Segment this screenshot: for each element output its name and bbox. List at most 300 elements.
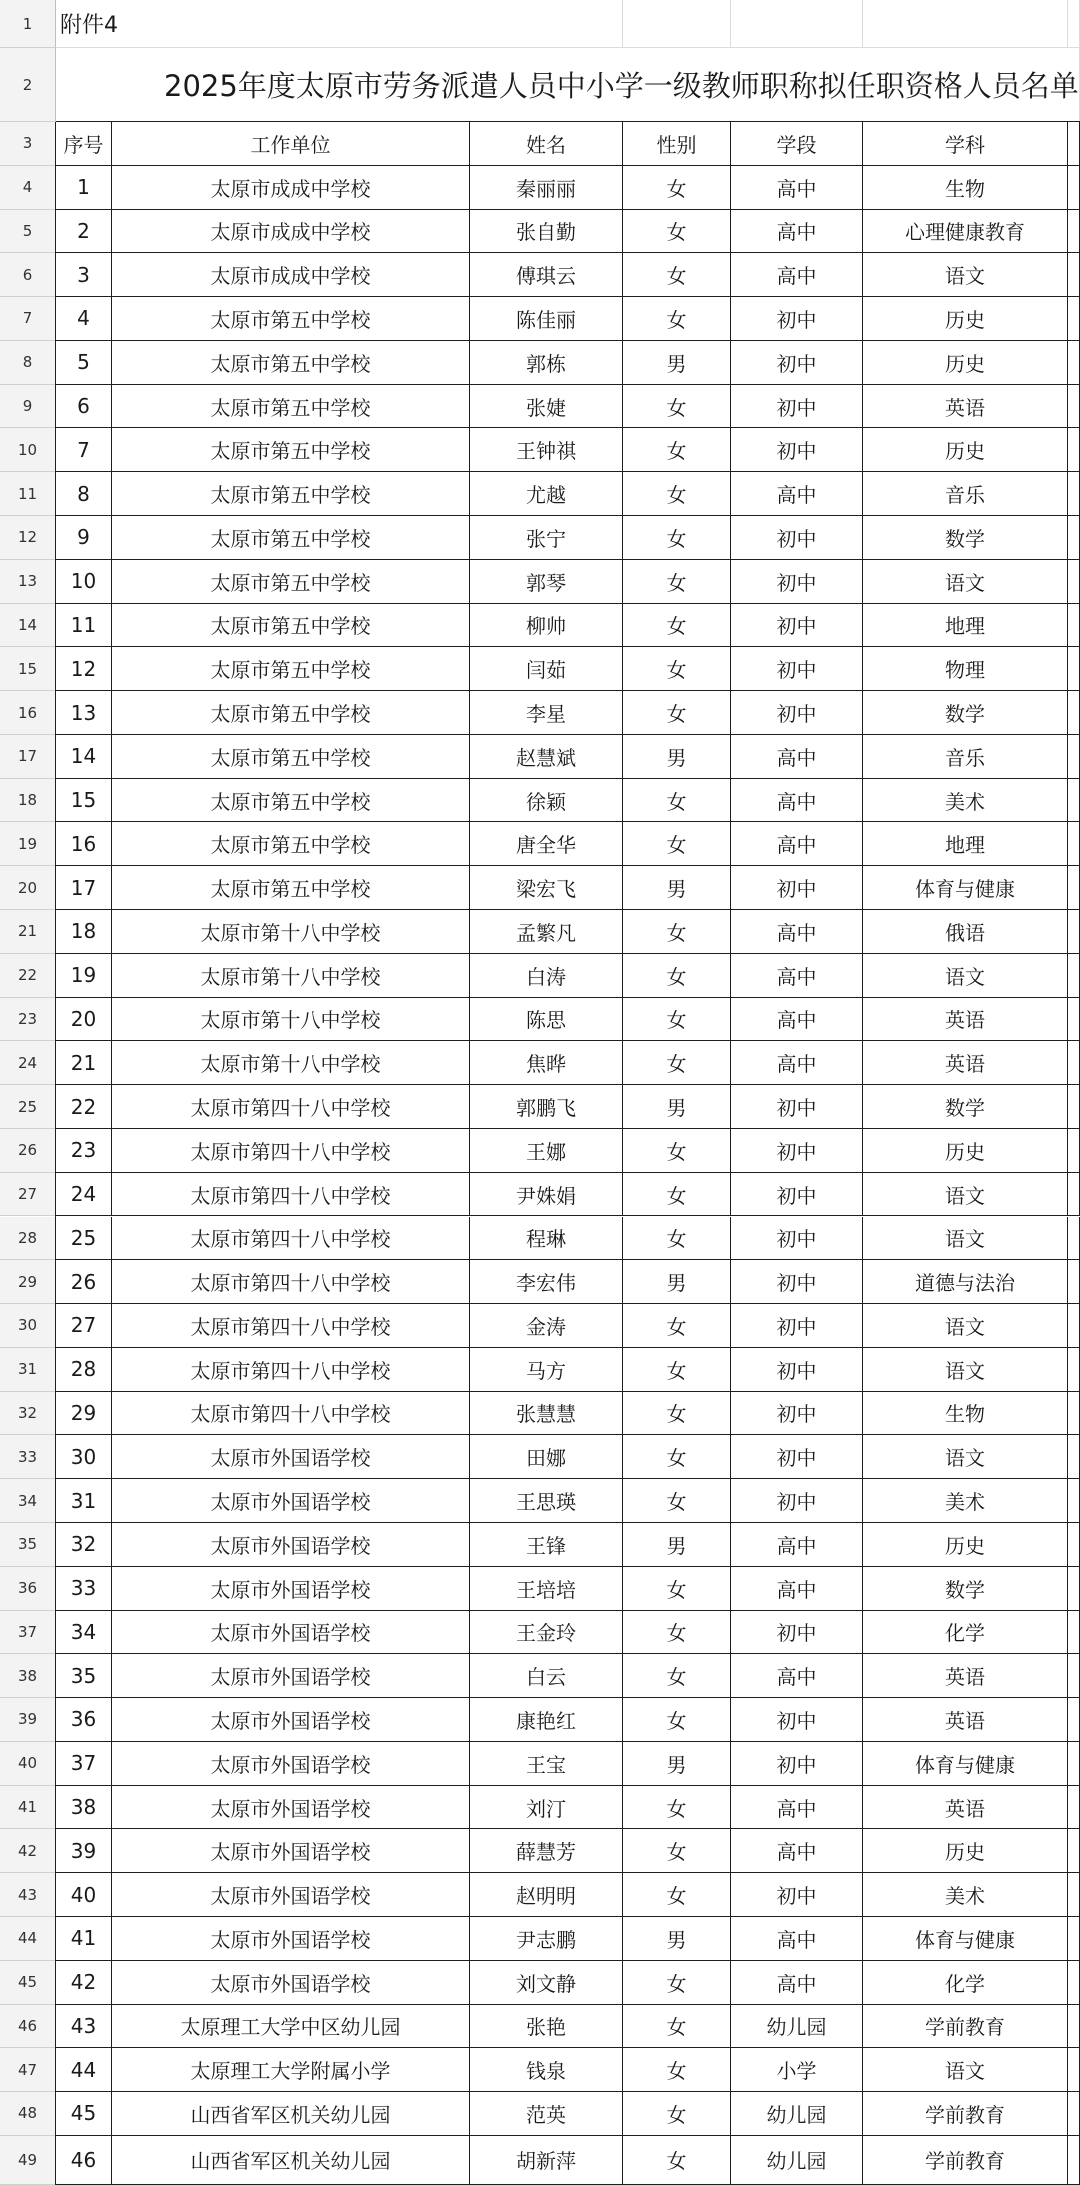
col-gender-cell[interactable]: 女 <box>623 1654 731 1698</box>
col-name-cell[interactable]: 尹姝娟 <box>470 1173 623 1217</box>
col-gender-cell[interactable]: 男 <box>623 735 731 779</box>
col-subject-cell[interactable]: 心理健康教育 <box>863 210 1068 254</box>
col-name-cell[interactable]: 王娜 <box>470 1129 623 1173</box>
col-extra-cell[interactable] <box>1068 2048 1080 2092</box>
col-stage-cell[interactable]: 高中 <box>731 1567 863 1611</box>
col-stage-cell[interactable]: 初中 <box>731 1129 863 1173</box>
col-gender-cell[interactable]: 女 <box>623 998 731 1042</box>
col-extra-cell[interactable] <box>1068 954 1080 998</box>
col-name-cell[interactable]: 闫茹 <box>470 647 623 691</box>
row-number[interactable]: 36 <box>0 1567 56 1611</box>
row-number[interactable]: 28 <box>0 1217 56 1261</box>
row-number[interactable]: 25 <box>0 1085 56 1129</box>
col-unit-cell[interactable]: 太原市第五中学校 <box>112 472 470 516</box>
col-index-cell[interactable]: 27 <box>56 1304 112 1348</box>
col-extra-cell[interactable] <box>1068 297 1080 341</box>
col-name-cell[interactable]: 白涛 <box>470 954 623 998</box>
col-name-cell[interactable]: 王思瑛 <box>470 1479 623 1523</box>
col-name-cell[interactable]: 刘文静 <box>470 1961 623 2005</box>
col-extra-cell[interactable] <box>1068 472 1080 516</box>
col-index-cell[interactable]: 19 <box>56 954 112 998</box>
col-gender-cell[interactable]: 女 <box>623 910 731 954</box>
col-extra-cell[interactable] <box>1068 2005 1080 2049</box>
col-name-cell[interactable]: 张慧慧 <box>470 1392 623 1436</box>
row-number[interactable]: 41 <box>0 1786 56 1830</box>
col-index-cell[interactable]: 5 <box>56 341 112 385</box>
col-subject-cell[interactable]: 语文 <box>863 1435 1068 1479</box>
row-number[interactable]: 15 <box>0 647 56 691</box>
col-unit-cell[interactable]: 太原市第五中学校 <box>112 428 470 472</box>
col-gender-cell[interactable]: 女 <box>623 1479 731 1523</box>
col-name-cell[interactable]: 郭鹏飞 <box>470 1085 623 1129</box>
col-extra-cell[interactable] <box>1068 1041 1080 1085</box>
col-unit-cell[interactable]: 太原市外国语学校 <box>112 1435 470 1479</box>
row-number[interactable]: 31 <box>0 1348 56 1392</box>
col-extra-cell[interactable] <box>1068 210 1080 254</box>
col-gender-cell[interactable]: 女 <box>623 560 731 604</box>
col-extra-cell[interactable] <box>1068 1392 1080 1436</box>
col-unit-cell[interactable]: 太原市第十八中学校 <box>112 954 470 998</box>
col-extra-cell[interactable] <box>1068 1829 1080 1873</box>
col-subject-cell[interactable]: 英语 <box>863 998 1068 1042</box>
col-name-cell[interactable]: 孟繁凡 <box>470 910 623 954</box>
col-gender-cell[interactable]: 女 <box>623 1217 731 1261</box>
col-name-cell[interactable]: 白云 <box>470 1654 623 1698</box>
col-stage-cell[interactable]: 初中 <box>731 1173 863 1217</box>
col-extra-cell[interactable] <box>1068 428 1080 472</box>
col-name-cell[interactable]: 秦丽丽 <box>470 166 623 210</box>
col-extra-cell[interactable] <box>1068 560 1080 604</box>
col-subject-cell[interactable]: 历史 <box>863 1523 1068 1567</box>
col-gender-cell[interactable]: 女 <box>623 1304 731 1348</box>
col-subject-cell[interactable]: 英语 <box>863 1654 1068 1698</box>
col-name-cell[interactable]: 郭琴 <box>470 560 623 604</box>
col-gender-cell[interactable]: 女 <box>623 472 731 516</box>
col-subject-cell[interactable]: 学前教育 <box>863 2136 1068 2185</box>
col-index-cell[interactable]: 3 <box>56 253 112 297</box>
col-stage-cell[interactable]: 初中 <box>731 297 863 341</box>
col-index-cell[interactable]: 36 <box>56 1698 112 1742</box>
col-name-cell[interactable]: 尹志鹏 <box>470 1917 623 1961</box>
col-gender-cell[interactable]: 女 <box>623 166 731 210</box>
col-extra-cell[interactable] <box>1068 1129 1080 1173</box>
col-stage-cell[interactable]: 初中 <box>731 1260 863 1304</box>
col-index-cell[interactable]: 31 <box>56 1479 112 1523</box>
col-unit-cell[interactable]: 太原市第四十八中学校 <box>112 1129 470 1173</box>
row-number[interactable]: 11 <box>0 472 56 516</box>
col-subject-cell[interactable]: 历史 <box>863 428 1068 472</box>
col-name-cell[interactable]: 郭栋 <box>470 341 623 385</box>
col-unit-cell[interactable]: 太原市外国语学校 <box>112 1873 470 1917</box>
empty-cell[interactable] <box>1068 0 1080 48</box>
col-extra-cell[interactable] <box>1068 1304 1080 1348</box>
row-number[interactable]: 23 <box>0 998 56 1042</box>
col-stage-cell[interactable]: 幼儿园 <box>731 2092 863 2136</box>
col-name-cell[interactable]: 李宏伟 <box>470 1260 623 1304</box>
col-index-cell[interactable]: 1 <box>56 166 112 210</box>
col-index-cell[interactable]: 38 <box>56 1786 112 1830</box>
col-subject-cell[interactable]: 地理 <box>863 604 1068 648</box>
col-index-cell[interactable]: 15 <box>56 779 112 823</box>
col-unit-cell[interactable]: 太原市第十八中学校 <box>112 1041 470 1085</box>
col-extra-cell[interactable] <box>1068 516 1080 560</box>
col-subject-cell[interactable]: 历史 <box>863 297 1068 341</box>
header-col-unit[interactable]: 工作单位 <box>112 122 470 166</box>
col-unit-cell[interactable]: 太原市外国语学校 <box>112 1479 470 1523</box>
col-extra-cell[interactable] <box>1068 1611 1080 1655</box>
col-extra-cell[interactable] <box>1068 1567 1080 1611</box>
col-subject-cell[interactable]: 地理 <box>863 822 1068 866</box>
col-subject-cell[interactable]: 历史 <box>863 1129 1068 1173</box>
col-gender-cell[interactable]: 女 <box>623 253 731 297</box>
col-subject-cell[interactable]: 美术 <box>863 1479 1068 1523</box>
col-stage-cell[interactable]: 初中 <box>731 516 863 560</box>
col-subject-cell[interactable]: 语文 <box>863 2048 1068 2092</box>
col-name-cell[interactable]: 王宝 <box>470 1742 623 1786</box>
col-extra-cell[interactable] <box>1068 866 1080 910</box>
col-unit-cell[interactable]: 太原市成成中学校 <box>112 210 470 254</box>
row-number[interactable]: 4 <box>0 166 56 210</box>
col-unit-cell[interactable]: 太原市成成中学校 <box>112 253 470 297</box>
col-subject-cell[interactable]: 数学 <box>863 1085 1068 1129</box>
col-extra-cell[interactable] <box>1068 1873 1080 1917</box>
row-number[interactable]: 7 <box>0 297 56 341</box>
col-name-cell[interactable]: 唐全华 <box>470 822 623 866</box>
col-stage-cell[interactable]: 初中 <box>731 428 863 472</box>
col-subject-cell[interactable]: 学前教育 <box>863 2005 1068 2049</box>
col-name-cell[interactable]: 程琳 <box>470 1217 623 1261</box>
col-index-cell[interactable]: 6 <box>56 385 112 429</box>
col-gender-cell[interactable]: 女 <box>623 297 731 341</box>
col-unit-cell[interactable]: 太原市第四十八中学校 <box>112 1348 470 1392</box>
header-col-subject[interactable]: 学科 <box>863 122 1068 166</box>
col-extra-cell[interactable] <box>1068 1173 1080 1217</box>
col-index-cell[interactable]: 22 <box>56 1085 112 1129</box>
col-gender-cell[interactable]: 女 <box>623 1435 731 1479</box>
col-gender-cell[interactable]: 男 <box>623 1523 731 1567</box>
col-stage-cell[interactable]: 高中 <box>731 822 863 866</box>
col-gender-cell[interactable]: 女 <box>623 604 731 648</box>
col-unit-cell[interactable]: 太原市第五中学校 <box>112 516 470 560</box>
row-number[interactable]: 38 <box>0 1654 56 1698</box>
col-subject-cell[interactable]: 语文 <box>863 1173 1068 1217</box>
col-extra-cell[interactable] <box>1068 1523 1080 1567</box>
row-number[interactable]: 16 <box>0 691 56 735</box>
row-number[interactable]: 40 <box>0 1742 56 1786</box>
row-number[interactable]: 13 <box>0 560 56 604</box>
col-unit-cell[interactable]: 太原市外国语学校 <box>112 1786 470 1830</box>
col-extra-cell[interactable] <box>1068 253 1080 297</box>
col-extra-cell[interactable] <box>1068 341 1080 385</box>
col-name-cell[interactable]: 赵明明 <box>470 1873 623 1917</box>
col-subject-cell[interactable]: 语文 <box>863 1304 1068 1348</box>
col-extra-cell[interactable] <box>1068 910 1080 954</box>
col-name-cell[interactable]: 范英 <box>470 2092 623 2136</box>
row-number[interactable]: 19 <box>0 822 56 866</box>
row-number[interactable]: 17 <box>0 735 56 779</box>
row-number[interactable]: 6 <box>0 253 56 297</box>
col-name-cell[interactable]: 康艳红 <box>470 1698 623 1742</box>
col-gender-cell[interactable]: 女 <box>623 1129 731 1173</box>
col-name-cell[interactable]: 尤越 <box>470 472 623 516</box>
col-unit-cell[interactable]: 太原市外国语学校 <box>112 1742 470 1786</box>
col-gender-cell[interactable]: 女 <box>623 691 731 735</box>
col-unit-cell[interactable]: 太原市外国语学校 <box>112 1567 470 1611</box>
col-stage-cell[interactable]: 高中 <box>731 166 863 210</box>
col-unit-cell[interactable]: 太原市第五中学校 <box>112 822 470 866</box>
col-index-cell[interactable]: 16 <box>56 822 112 866</box>
col-index-cell[interactable]: 37 <box>56 1742 112 1786</box>
col-unit-cell[interactable]: 山西省军区机关幼儿园 <box>112 2136 470 2185</box>
header-col-stage[interactable]: 学段 <box>731 122 863 166</box>
col-unit-cell[interactable]: 太原市外国语学校 <box>112 1917 470 1961</box>
col-subject-cell[interactable]: 英语 <box>863 1041 1068 1085</box>
col-gender-cell[interactable]: 女 <box>623 1392 731 1436</box>
row-number[interactable]: 8 <box>0 341 56 385</box>
col-subject-cell[interactable]: 生物 <box>863 1392 1068 1436</box>
col-gender-cell[interactable]: 男 <box>623 341 731 385</box>
col-gender-cell[interactable]: 女 <box>623 2005 731 2049</box>
col-name-cell[interactable]: 马方 <box>470 1348 623 1392</box>
col-stage-cell[interactable]: 高中 <box>731 1917 863 1961</box>
col-stage-cell[interactable]: 初中 <box>731 1479 863 1523</box>
col-subject-cell[interactable]: 美术 <box>863 779 1068 823</box>
col-extra-cell[interactable] <box>1068 691 1080 735</box>
col-subject-cell[interactable]: 语文 <box>863 1217 1068 1261</box>
col-unit-cell[interactable]: 太原市第五中学校 <box>112 647 470 691</box>
col-gender-cell[interactable]: 女 <box>623 1961 731 2005</box>
col-name-cell[interactable]: 李星 <box>470 691 623 735</box>
col-extra-cell[interactable] <box>1068 822 1080 866</box>
col-index-cell[interactable]: 9 <box>56 516 112 560</box>
col-index-cell[interactable]: 8 <box>56 472 112 516</box>
col-gender-cell[interactable]: 女 <box>623 1786 731 1830</box>
col-extra-cell[interactable] <box>1068 1348 1080 1392</box>
row-number[interactable]: 47 <box>0 2048 56 2092</box>
col-unit-cell[interactable]: 太原市第五中学校 <box>112 866 470 910</box>
header-col-name[interactable]: 姓名 <box>470 122 623 166</box>
col-index-cell[interactable]: 44 <box>56 2048 112 2092</box>
col-stage-cell[interactable]: 高中 <box>731 1523 863 1567</box>
col-extra-cell[interactable] <box>1068 1917 1080 1961</box>
col-gender-cell[interactable]: 男 <box>623 1742 731 1786</box>
col-gender-cell[interactable]: 女 <box>623 385 731 429</box>
row-number[interactable]: 14 <box>0 604 56 648</box>
row-number[interactable]: 9 <box>0 385 56 429</box>
row-number[interactable]: 48 <box>0 2092 56 2136</box>
col-subject-cell[interactable]: 音乐 <box>863 735 1068 779</box>
col-extra-cell[interactable] <box>1068 1085 1080 1129</box>
col-subject-cell[interactable]: 体育与健康 <box>863 866 1068 910</box>
col-stage-cell[interactable]: 高中 <box>731 1786 863 1830</box>
col-stage-cell[interactable]: 幼儿园 <box>731 2136 863 2185</box>
col-stage-cell[interactable]: 高中 <box>731 1829 863 1873</box>
col-subject-cell[interactable]: 道德与法治 <box>863 1260 1068 1304</box>
col-extra-cell[interactable] <box>1068 1654 1080 1698</box>
col-subject-cell[interactable]: 语文 <box>863 560 1068 604</box>
col-stage-cell[interactable]: 初中 <box>731 1742 863 1786</box>
col-subject-cell[interactable]: 化学 <box>863 1961 1068 2005</box>
col-gender-cell[interactable]: 女 <box>623 2136 731 2185</box>
col-gender-cell[interactable]: 女 <box>623 2092 731 2136</box>
col-unit-cell[interactable]: 太原市外国语学校 <box>112 1611 470 1655</box>
col-stage-cell[interactable]: 高中 <box>731 735 863 779</box>
col-name-cell[interactable]: 焦晔 <box>470 1041 623 1085</box>
empty-cell[interactable] <box>731 0 863 48</box>
row-number[interactable]: 33 <box>0 1435 56 1479</box>
col-index-cell[interactable]: 14 <box>56 735 112 779</box>
header-col-extra[interactable] <box>1068 122 1080 166</box>
col-name-cell[interactable]: 柳帅 <box>470 604 623 648</box>
col-subject-cell[interactable]: 语文 <box>863 253 1068 297</box>
col-name-cell[interactable]: 薛慧芳 <box>470 1829 623 1873</box>
col-unit-cell[interactable]: 太原市第四十八中学校 <box>112 1217 470 1261</box>
col-unit-cell[interactable]: 太原市成成中学校 <box>112 166 470 210</box>
col-name-cell[interactable]: 傅琪云 <box>470 253 623 297</box>
row-number[interactable]: 34 <box>0 1479 56 1523</box>
col-name-cell[interactable]: 田娜 <box>470 1435 623 1479</box>
col-gender-cell[interactable]: 女 <box>623 1611 731 1655</box>
col-subject-cell[interactable]: 学前教育 <box>863 2092 1068 2136</box>
col-index-cell[interactable]: 10 <box>56 560 112 604</box>
col-index-cell[interactable]: 2 <box>56 210 112 254</box>
empty-cell[interactable] <box>863 0 1068 48</box>
col-name-cell[interactable]: 胡新萍 <box>470 2136 623 2185</box>
row-number[interactable]: 12 <box>0 516 56 560</box>
col-stage-cell[interactable]: 初中 <box>731 1611 863 1655</box>
col-name-cell[interactable]: 金涛 <box>470 1304 623 1348</box>
col-subject-cell[interactable]: 历史 <box>863 341 1068 385</box>
row-number[interactable]: 30 <box>0 1304 56 1348</box>
col-extra-cell[interactable] <box>1068 2092 1080 2136</box>
col-extra-cell[interactable] <box>1068 166 1080 210</box>
col-index-cell[interactable]: 40 <box>56 1873 112 1917</box>
col-index-cell[interactable]: 7 <box>56 428 112 472</box>
col-index-cell[interactable]: 34 <box>56 1611 112 1655</box>
row-number[interactable]: 29 <box>0 1260 56 1304</box>
col-subject-cell[interactable]: 英语 <box>863 1698 1068 1742</box>
col-name-cell[interactable]: 陈思 <box>470 998 623 1042</box>
col-index-cell[interactable]: 43 <box>56 2005 112 2049</box>
col-subject-cell[interactable]: 生物 <box>863 166 1068 210</box>
row-number[interactable]: 46 <box>0 2005 56 2049</box>
col-index-cell[interactable]: 24 <box>56 1173 112 1217</box>
col-name-cell[interactable]: 王钟祺 <box>470 428 623 472</box>
col-gender-cell[interactable]: 女 <box>623 1173 731 1217</box>
col-extra-cell[interactable] <box>1068 2136 1080 2185</box>
row-number[interactable]: 26 <box>0 1129 56 1173</box>
col-stage-cell[interactable]: 高中 <box>731 1654 863 1698</box>
col-unit-cell[interactable]: 太原市第五中学校 <box>112 297 470 341</box>
col-subject-cell[interactable]: 英语 <box>863 1786 1068 1830</box>
col-subject-cell[interactable]: 体育与健康 <box>863 1917 1068 1961</box>
row-number[interactable]: 21 <box>0 910 56 954</box>
col-gender-cell[interactable]: 女 <box>623 647 731 691</box>
header-col-gender[interactable]: 性别 <box>623 122 731 166</box>
col-stage-cell[interactable]: 初中 <box>731 385 863 429</box>
col-unit-cell[interactable]: 太原市第十八中学校 <box>112 998 470 1042</box>
col-index-cell[interactable]: 20 <box>56 998 112 1042</box>
row-number[interactable]: 5 <box>0 210 56 254</box>
col-index-cell[interactable]: 35 <box>56 1654 112 1698</box>
row-number[interactable]: 42 <box>0 1829 56 1873</box>
col-stage-cell[interactable]: 初中 <box>731 1698 863 1742</box>
col-index-cell[interactable]: 46 <box>56 2136 112 2185</box>
row-number[interactable]: 35 <box>0 1523 56 1567</box>
col-subject-cell[interactable]: 化学 <box>863 1611 1068 1655</box>
col-subject-cell[interactable]: 音乐 <box>863 472 1068 516</box>
col-subject-cell[interactable]: 物理 <box>863 647 1068 691</box>
col-unit-cell[interactable]: 太原市第四十八中学校 <box>112 1260 470 1304</box>
col-stage-cell[interactable]: 初中 <box>731 1435 863 1479</box>
col-extra-cell[interactable] <box>1068 779 1080 823</box>
row-number[interactable]: 39 <box>0 1698 56 1742</box>
col-index-cell[interactable]: 21 <box>56 1041 112 1085</box>
col-unit-cell[interactable]: 太原市外国语学校 <box>112 1829 470 1873</box>
col-unit-cell[interactable]: 太原市外国语学校 <box>112 1654 470 1698</box>
col-stage-cell[interactable]: 高中 <box>731 998 863 1042</box>
col-index-cell[interactable]: 32 <box>56 1523 112 1567</box>
col-index-cell[interactable]: 26 <box>56 1260 112 1304</box>
row-number[interactable]: 49 <box>0 2136 56 2185</box>
col-stage-cell[interactable]: 初中 <box>731 604 863 648</box>
col-extra-cell[interactable] <box>1068 735 1080 779</box>
col-stage-cell[interactable]: 初中 <box>731 1085 863 1129</box>
col-stage-cell[interactable]: 初中 <box>731 1217 863 1261</box>
row-number[interactable]: 24 <box>0 1041 56 1085</box>
col-stage-cell[interactable]: 高中 <box>731 1961 863 2005</box>
col-gender-cell[interactable]: 女 <box>623 1698 731 1742</box>
col-name-cell[interactable]: 王锋 <box>470 1523 623 1567</box>
col-extra-cell[interactable] <box>1068 1961 1080 2005</box>
col-index-cell[interactable]: 4 <box>56 297 112 341</box>
col-unit-cell[interactable]: 太原市外国语学校 <box>112 1523 470 1567</box>
col-subject-cell[interactable]: 英语 <box>863 385 1068 429</box>
col-stage-cell[interactable]: 幼儿园 <box>731 2005 863 2049</box>
header-col-index[interactable]: 序号 <box>56 122 112 166</box>
col-extra-cell[interactable] <box>1068 998 1080 1042</box>
col-stage-cell[interactable]: 初中 <box>731 866 863 910</box>
col-stage-cell[interactable]: 初中 <box>731 1348 863 1392</box>
col-unit-cell[interactable]: 太原市第四十八中学校 <box>112 1304 470 1348</box>
col-unit-cell[interactable]: 太原市外国语学校 <box>112 1698 470 1742</box>
row-number[interactable]: 44 <box>0 1917 56 1961</box>
col-unit-cell[interactable]: 太原市第五中学校 <box>112 341 470 385</box>
col-gender-cell[interactable]: 男 <box>623 1260 731 1304</box>
col-subject-cell[interactable]: 数学 <box>863 516 1068 560</box>
col-stage-cell[interactable]: 高中 <box>731 210 863 254</box>
col-unit-cell[interactable]: 太原市第五中学校 <box>112 691 470 735</box>
row-number[interactable]: 37 <box>0 1611 56 1655</box>
empty-cell[interactable] <box>623 0 731 48</box>
col-index-cell[interactable]: 29 <box>56 1392 112 1436</box>
col-unit-cell[interactable]: 太原市第五中学校 <box>112 604 470 648</box>
col-unit-cell[interactable]: 太原市第十八中学校 <box>112 910 470 954</box>
col-stage-cell[interactable]: 初中 <box>731 647 863 691</box>
col-subject-cell[interactable]: 美术 <box>863 1873 1068 1917</box>
col-extra-cell[interactable] <box>1068 385 1080 429</box>
col-stage-cell[interactable]: 高中 <box>731 779 863 823</box>
col-index-cell[interactable]: 33 <box>56 1567 112 1611</box>
col-index-cell[interactable]: 41 <box>56 1917 112 1961</box>
col-stage-cell[interactable]: 高中 <box>731 1041 863 1085</box>
col-name-cell[interactable]: 徐颖 <box>470 779 623 823</box>
row-number[interactable]: 1 <box>0 0 56 48</box>
col-subject-cell[interactable]: 俄语 <box>863 910 1068 954</box>
col-subject-cell[interactable]: 体育与健康 <box>863 1742 1068 1786</box>
col-unit-cell[interactable]: 太原市第五中学校 <box>112 779 470 823</box>
col-index-cell[interactable]: 12 <box>56 647 112 691</box>
